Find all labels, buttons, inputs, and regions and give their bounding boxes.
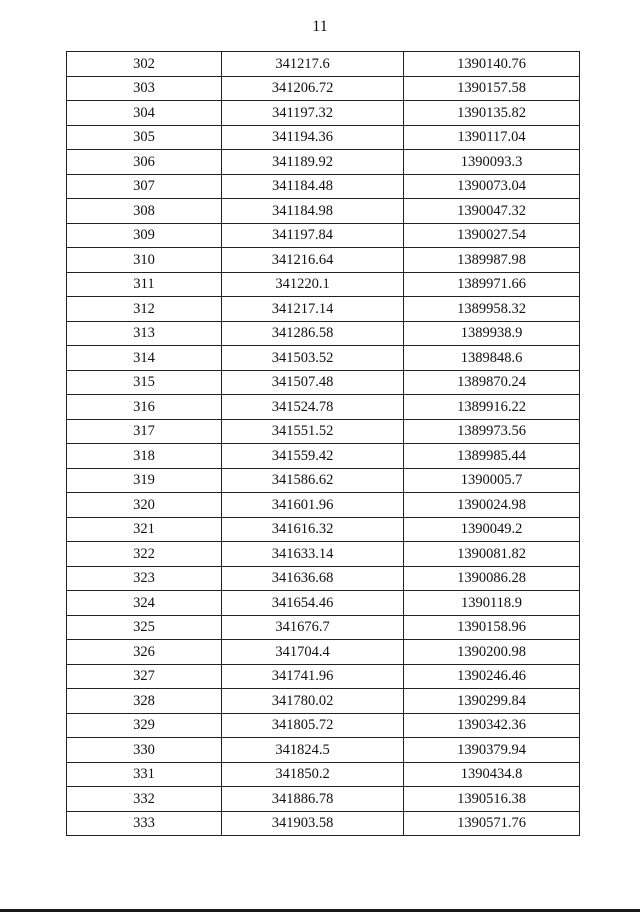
table-row	[67, 689, 580, 714]
x-coordinate-cell: 341805.72	[222, 713, 404, 738]
y-coordinate-cell: 1390571.76	[404, 811, 580, 836]
point-number-cell: 331	[67, 762, 222, 787]
x-coordinate-cell: 341741.96	[222, 664, 404, 689]
point-number-cell: 312	[67, 297, 222, 322]
table-row	[67, 811, 580, 836]
table-row	[67, 76, 580, 101]
table-row	[67, 787, 580, 812]
table-row	[67, 150, 580, 175]
y-coordinate-cell: 1390342.36	[404, 713, 580, 738]
point-number-cell: 325	[67, 615, 222, 640]
y-coordinate-cell: 1390140.76	[404, 52, 580, 77]
y-coordinate-cell: 1390516.38	[404, 787, 580, 812]
point-number-cell: 311	[67, 272, 222, 297]
x-coordinate-cell: 341886.78	[222, 787, 404, 812]
x-coordinate-cell: 341551.52	[222, 419, 404, 444]
x-coordinate-cell: 341633.14	[222, 542, 404, 567]
x-coordinate-cell: 341184.98	[222, 199, 404, 224]
y-coordinate-cell: 1389958.32	[404, 297, 580, 322]
point-number-cell: 310	[67, 248, 222, 273]
x-coordinate-cell: 341184.48	[222, 174, 404, 199]
y-coordinate-cell: 1390086.28	[404, 566, 580, 591]
x-coordinate-cell: 341286.58	[222, 321, 404, 346]
point-number-cell: 333	[67, 811, 222, 836]
y-coordinate-cell: 1390047.32	[404, 199, 580, 224]
x-coordinate-cell: 341586.62	[222, 468, 404, 493]
table-row	[67, 591, 580, 616]
table-row	[67, 223, 580, 248]
x-coordinate-cell: 341601.96	[222, 493, 404, 518]
x-coordinate-cell: 341903.58	[222, 811, 404, 836]
table-row	[67, 762, 580, 787]
y-coordinate-cell: 1390157.58	[404, 76, 580, 101]
y-coordinate-cell: 1390117.04	[404, 125, 580, 150]
y-coordinate-cell: 1389973.56	[404, 419, 580, 444]
point-number-cell: 328	[67, 689, 222, 714]
point-number-cell: 330	[67, 738, 222, 763]
table-row	[67, 664, 580, 689]
y-coordinate-cell: 1390135.82	[404, 101, 580, 126]
table-row	[67, 248, 580, 273]
x-coordinate-cell: 341220.1	[222, 272, 404, 297]
x-coordinate-cell: 341217.6	[222, 52, 404, 77]
x-coordinate-cell: 341676.7	[222, 615, 404, 640]
point-number-cell: 323	[67, 566, 222, 591]
point-number-cell: 327	[67, 664, 222, 689]
table-row	[67, 542, 580, 567]
y-coordinate-cell: 1390027.54	[404, 223, 580, 248]
y-coordinate-cell: 1389971.66	[404, 272, 580, 297]
x-coordinate-cell: 341636.68	[222, 566, 404, 591]
point-number-cell: 305	[67, 125, 222, 150]
x-coordinate-cell: 341206.72	[222, 76, 404, 101]
y-coordinate-cell: 1389916.22	[404, 395, 580, 420]
table-row	[67, 297, 580, 322]
point-number-cell: 307	[67, 174, 222, 199]
x-coordinate-cell: 341194.36	[222, 125, 404, 150]
point-number-cell: 332	[67, 787, 222, 812]
point-number-cell: 316	[67, 395, 222, 420]
x-coordinate-cell: 341780.02	[222, 689, 404, 714]
y-coordinate-cell: 1390005.7	[404, 468, 580, 493]
x-coordinate-cell: 341616.32	[222, 517, 404, 542]
x-coordinate-cell: 341507.48	[222, 370, 404, 395]
y-coordinate-cell: 1390049.2	[404, 517, 580, 542]
table-row	[67, 615, 580, 640]
point-number-cell: 306	[67, 150, 222, 175]
coordinates-table-body	[67, 52, 580, 836]
point-number-cell: 302	[67, 52, 222, 77]
x-coordinate-cell: 341559.42	[222, 444, 404, 469]
point-number-cell: 309	[67, 223, 222, 248]
point-number-cell: 322	[67, 542, 222, 567]
table-row	[67, 174, 580, 199]
x-coordinate-cell: 341654.46	[222, 591, 404, 616]
point-number-cell: 308	[67, 199, 222, 224]
y-coordinate-cell: 1390246.46	[404, 664, 580, 689]
point-number-cell: 321	[67, 517, 222, 542]
table-row	[67, 321, 580, 346]
table-row	[67, 52, 580, 77]
coordinates-table	[66, 51, 580, 836]
point-number-cell: 317	[67, 419, 222, 444]
y-coordinate-cell: 1390073.04	[404, 174, 580, 199]
table-row	[67, 101, 580, 126]
table-row	[67, 468, 580, 493]
x-coordinate-cell: 341216.64	[222, 248, 404, 273]
y-coordinate-cell: 1390299.84	[404, 689, 580, 714]
table-row	[67, 272, 580, 297]
point-number-cell: 313	[67, 321, 222, 346]
table-row	[67, 395, 580, 420]
y-coordinate-cell: 1390093.3	[404, 150, 580, 175]
y-coordinate-cell: 1389987.98	[404, 248, 580, 273]
point-number-cell: 314	[67, 346, 222, 371]
y-coordinate-cell: 1389870.24	[404, 370, 580, 395]
x-coordinate-cell: 341197.84	[222, 223, 404, 248]
point-number-cell: 326	[67, 640, 222, 665]
table-row	[67, 199, 580, 224]
y-coordinate-cell: 1390081.82	[404, 542, 580, 567]
page-number: 11	[312, 18, 328, 35]
table-row	[67, 517, 580, 542]
y-coordinate-cell: 1390200.98	[404, 640, 580, 665]
y-coordinate-cell: 1389848.6	[404, 346, 580, 371]
y-coordinate-cell: 1390024.98	[404, 493, 580, 518]
table-row	[67, 493, 580, 518]
x-coordinate-cell: 341824.5	[222, 738, 404, 763]
point-number-cell: 324	[67, 591, 222, 616]
y-coordinate-cell: 1390118.9	[404, 591, 580, 616]
table-row	[67, 346, 580, 371]
point-number-cell: 304	[67, 101, 222, 126]
bottom-edge-line	[0, 909, 640, 912]
point-number-cell: 315	[67, 370, 222, 395]
table-row	[67, 444, 580, 469]
table-row	[67, 640, 580, 665]
x-coordinate-cell: 341217.14	[222, 297, 404, 322]
point-number-cell: 318	[67, 444, 222, 469]
table-row	[67, 125, 580, 150]
point-number-cell: 319	[67, 468, 222, 493]
table-row	[67, 713, 580, 738]
point-number-cell: 329	[67, 713, 222, 738]
x-coordinate-cell: 341850.2	[222, 762, 404, 787]
x-coordinate-cell: 341189.92	[222, 150, 404, 175]
table-row	[67, 370, 580, 395]
x-coordinate-cell: 341197.32	[222, 101, 404, 126]
y-coordinate-cell: 1389985.44	[404, 444, 580, 469]
table-row	[67, 566, 580, 591]
y-coordinate-cell: 1389938.9	[404, 321, 580, 346]
y-coordinate-cell: 1390158.96	[404, 615, 580, 640]
point-number-cell: 320	[67, 493, 222, 518]
x-coordinate-cell: 341503.52	[222, 346, 404, 371]
y-coordinate-cell: 1390434.8	[404, 762, 580, 787]
x-coordinate-cell: 341704.4	[222, 640, 404, 665]
table-row	[67, 419, 580, 444]
point-number-cell: 303	[67, 76, 222, 101]
table-row	[67, 738, 580, 763]
x-coordinate-cell: 341524.78	[222, 395, 404, 420]
y-coordinate-cell: 1390379.94	[404, 738, 580, 763]
